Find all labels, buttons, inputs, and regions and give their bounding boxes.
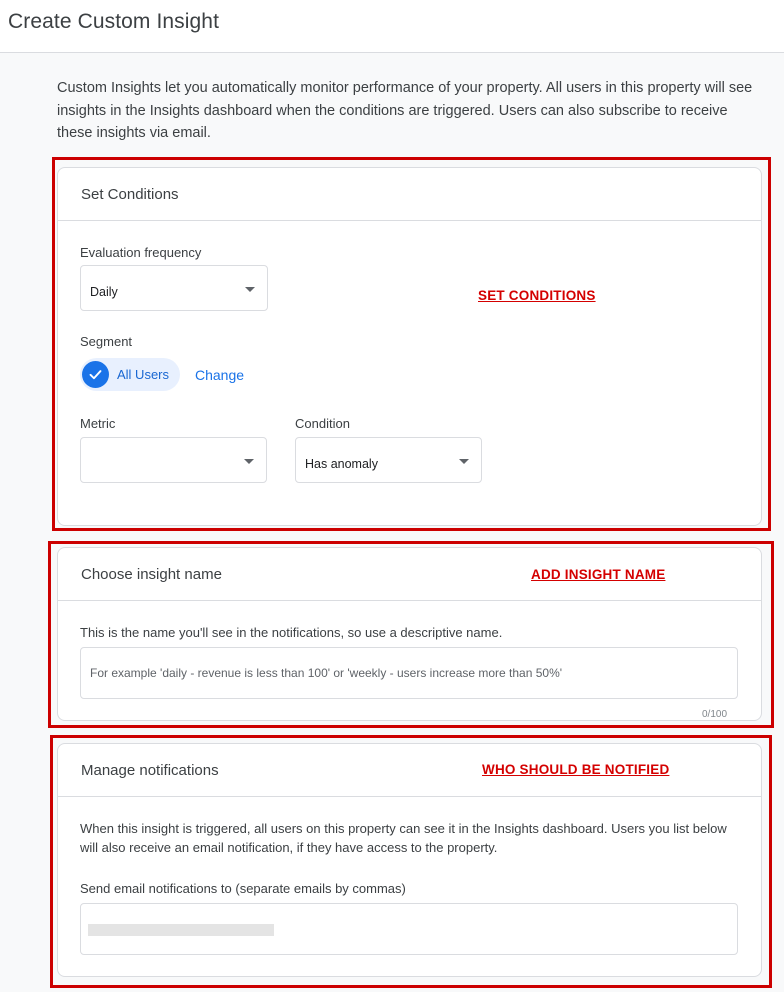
evaluation-frequency-select[interactable] [80,265,268,311]
insight-name-field[interactable] [80,647,738,699]
notifications-annotation: WHO SHOULD BE NOTIFIED [482,762,670,777]
segment-label: Segment [80,334,133,349]
metric-label: Metric [80,416,116,431]
insight-name-title: Choose insight name [58,548,761,601]
redacted-email-entry [88,924,274,936]
chevron-down-icon [459,459,469,464]
condition-select[interactable] [295,437,482,483]
set-conditions-title: Set Conditions [58,168,761,221]
top-bar [0,0,784,53]
email-notifications-label: Send email notifications to (separate emails by commas) [80,881,406,896]
condition-label: Condition [295,416,350,431]
notifications-title: Manage notifications [58,744,761,797]
evaluation-frequency-label: Evaluation frequency [80,245,202,260]
condition-value: Has anomaly [305,457,378,471]
segment-chip-label: All Users [117,367,170,382]
insight-name-input[interactable] [90,648,730,698]
email-recipients-field[interactable] [80,903,738,955]
chevron-down-icon [245,287,255,292]
insight-name-counter: 0/100 [702,709,728,720]
set-conditions-annotation: SET CONDITIONS [478,288,596,303]
check-circle-icon [82,361,109,388]
chevron-down-icon [244,459,254,464]
page-title: Create Custom Insight [8,10,220,33]
metric-select[interactable] [80,437,267,483]
insight-name-help: This is the name you'll see in the notifications, so use a descriptive name. [80,625,503,640]
insight-name-annotation: ADD INSIGHT NAME [531,567,666,582]
notifications-description: When this insight is triggered, all users on this property can see it in the Insights dashboard. Users you list below will also receive an email notification, if they have access to the property. [80,821,727,855]
change-segment-link[interactable]: Change [195,367,245,383]
evaluation-frequency-value: Daily [90,285,118,299]
intro-text: Custom Insights let you automatically monitor performance of your property. All users in this property will see insights in the Insights dashboard when the conditions are triggered. Users can also subscribe to receive these insights via email. [57,80,753,141]
segment-chip-all-users[interactable] [80,358,180,391]
